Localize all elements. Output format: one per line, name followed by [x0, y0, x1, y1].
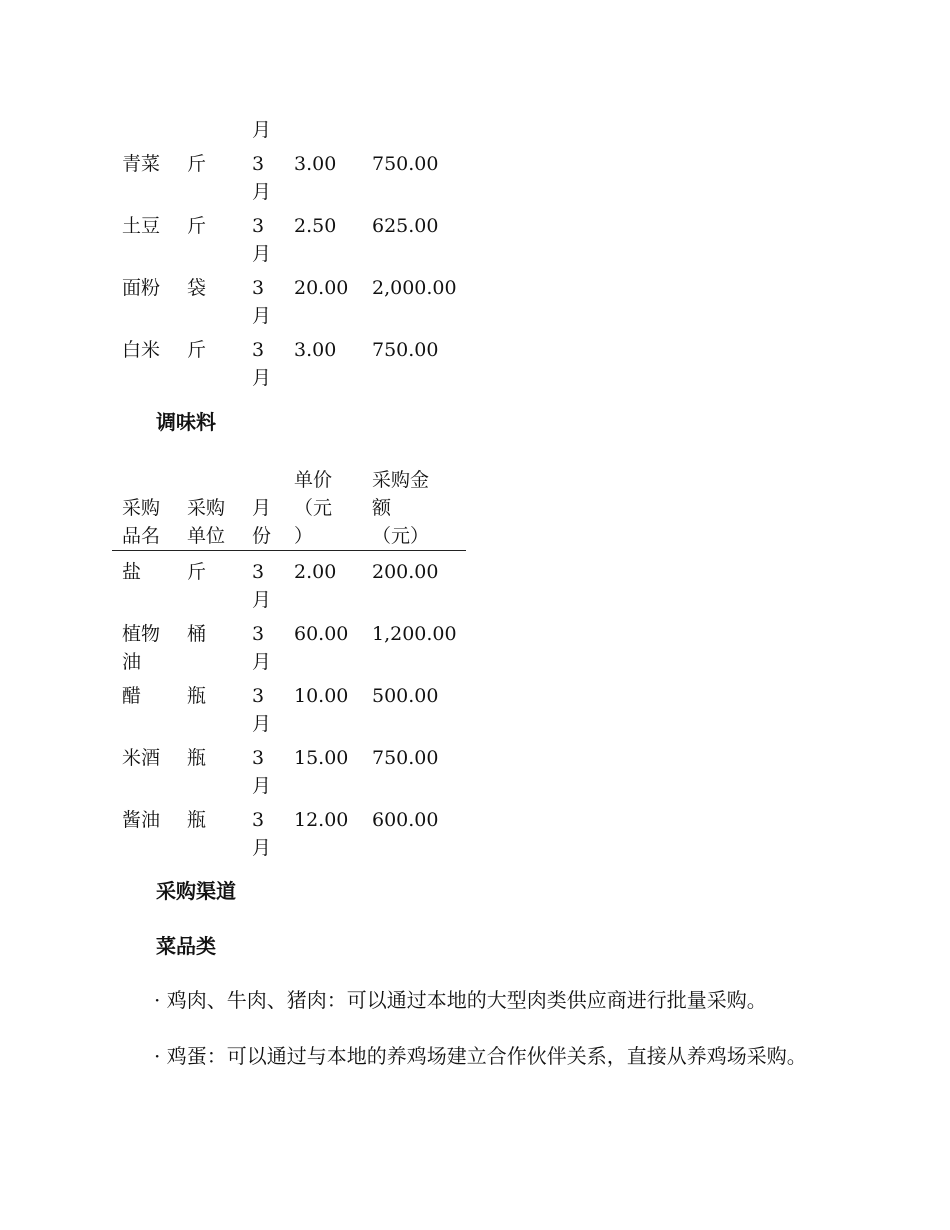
item-name-cell: 盐 — [122, 561, 142, 583]
price-cell: 10.00 — [294, 685, 349, 707]
price-cell: 60.00 — [294, 623, 349, 645]
section-heading-seasoning: 调味料 — [156, 410, 216, 434]
item-name-cell: 酱油 — [122, 809, 161, 831]
month-cell: 3 月 — [252, 277, 272, 327]
price-cell: 3.00 — [294, 153, 337, 175]
amount-cell: 750.00 — [372, 339, 439, 361]
subsection-heading-dishes: 菜品类 — [156, 934, 216, 958]
header-unit: 采购 单位 — [187, 497, 226, 547]
month-cell: 3 月 — [252, 809, 272, 859]
unit-cell: 斤 — [187, 339, 207, 361]
amount-cell: 200.00 — [372, 561, 439, 583]
item-name-cell: 醋 — [122, 685, 142, 707]
unit-cell: 斤 — [187, 153, 207, 175]
item-name-cell: 土豆 — [122, 215, 161, 237]
header-item-name: 采购 品名 — [122, 497, 161, 547]
price-cell: 2.00 — [294, 561, 337, 583]
price-cell: 15.00 — [294, 747, 349, 769]
unit-cell: 瓶 — [187, 747, 207, 769]
unit-cell: 桶 — [187, 623, 207, 645]
unit-cell: 斤 — [187, 215, 207, 237]
month-cell: 3 月 — [252, 623, 272, 673]
month-cell: 3 月 — [252, 339, 272, 389]
amount-cell: 625.00 — [372, 215, 439, 237]
unit-cell: 瓶 — [187, 809, 207, 831]
price-cell: 12.00 — [294, 809, 349, 831]
header-month: 月 份 — [252, 497, 272, 547]
amount-cell: 2,000.00 — [372, 277, 457, 299]
month-cell: 3 月 — [252, 685, 272, 735]
month-cell: 3 月 — [252, 215, 272, 265]
price-cell: 2.50 — [294, 215, 337, 237]
month-cell: 3 月 — [252, 561, 272, 611]
amount-cell: 500.00 — [372, 685, 439, 707]
item-name-cell: 米酒 — [122, 747, 161, 769]
month-cell: 3 月 — [252, 153, 272, 203]
carry-over-month-cell: 月 — [252, 119, 272, 141]
amount-cell: 750.00 — [372, 747, 439, 769]
unit-cell: 斤 — [187, 561, 207, 583]
section-heading-channels: 采购渠道 — [156, 879, 236, 903]
unit-cell: 瓶 — [187, 685, 207, 707]
amount-cell: 750.00 — [372, 153, 439, 175]
price-cell: 20.00 — [294, 277, 349, 299]
amount-cell: 600.00 — [372, 809, 439, 831]
unit-cell: 袋 — [187, 277, 207, 299]
month-cell: 3 月 — [252, 747, 272, 797]
bullet-paragraph-meat: · 鸡肉、牛肉、猪肉：可以通过本地的大型肉类供应商进行批量采购。 — [154, 988, 767, 1012]
item-name-cell: 植物 油 — [122, 623, 161, 673]
amount-cell: 1,200.00 — [372, 623, 457, 645]
header-amount: 采购金 额 （元） — [372, 469, 430, 547]
item-name-cell: 青菜 — [122, 153, 161, 175]
header-price: 单价 （元 ） — [294, 469, 333, 547]
price-cell: 3.00 — [294, 339, 337, 361]
bullet-paragraph-eggs: · 鸡蛋：可以通过与本地的养鸡场建立合作伙伴关系，直接从养鸡场采购。 — [154, 1044, 807, 1068]
table-header-rule — [112, 550, 466, 551]
item-name-cell: 面粉 — [122, 277, 161, 299]
item-name-cell: 白米 — [122, 339, 161, 361]
